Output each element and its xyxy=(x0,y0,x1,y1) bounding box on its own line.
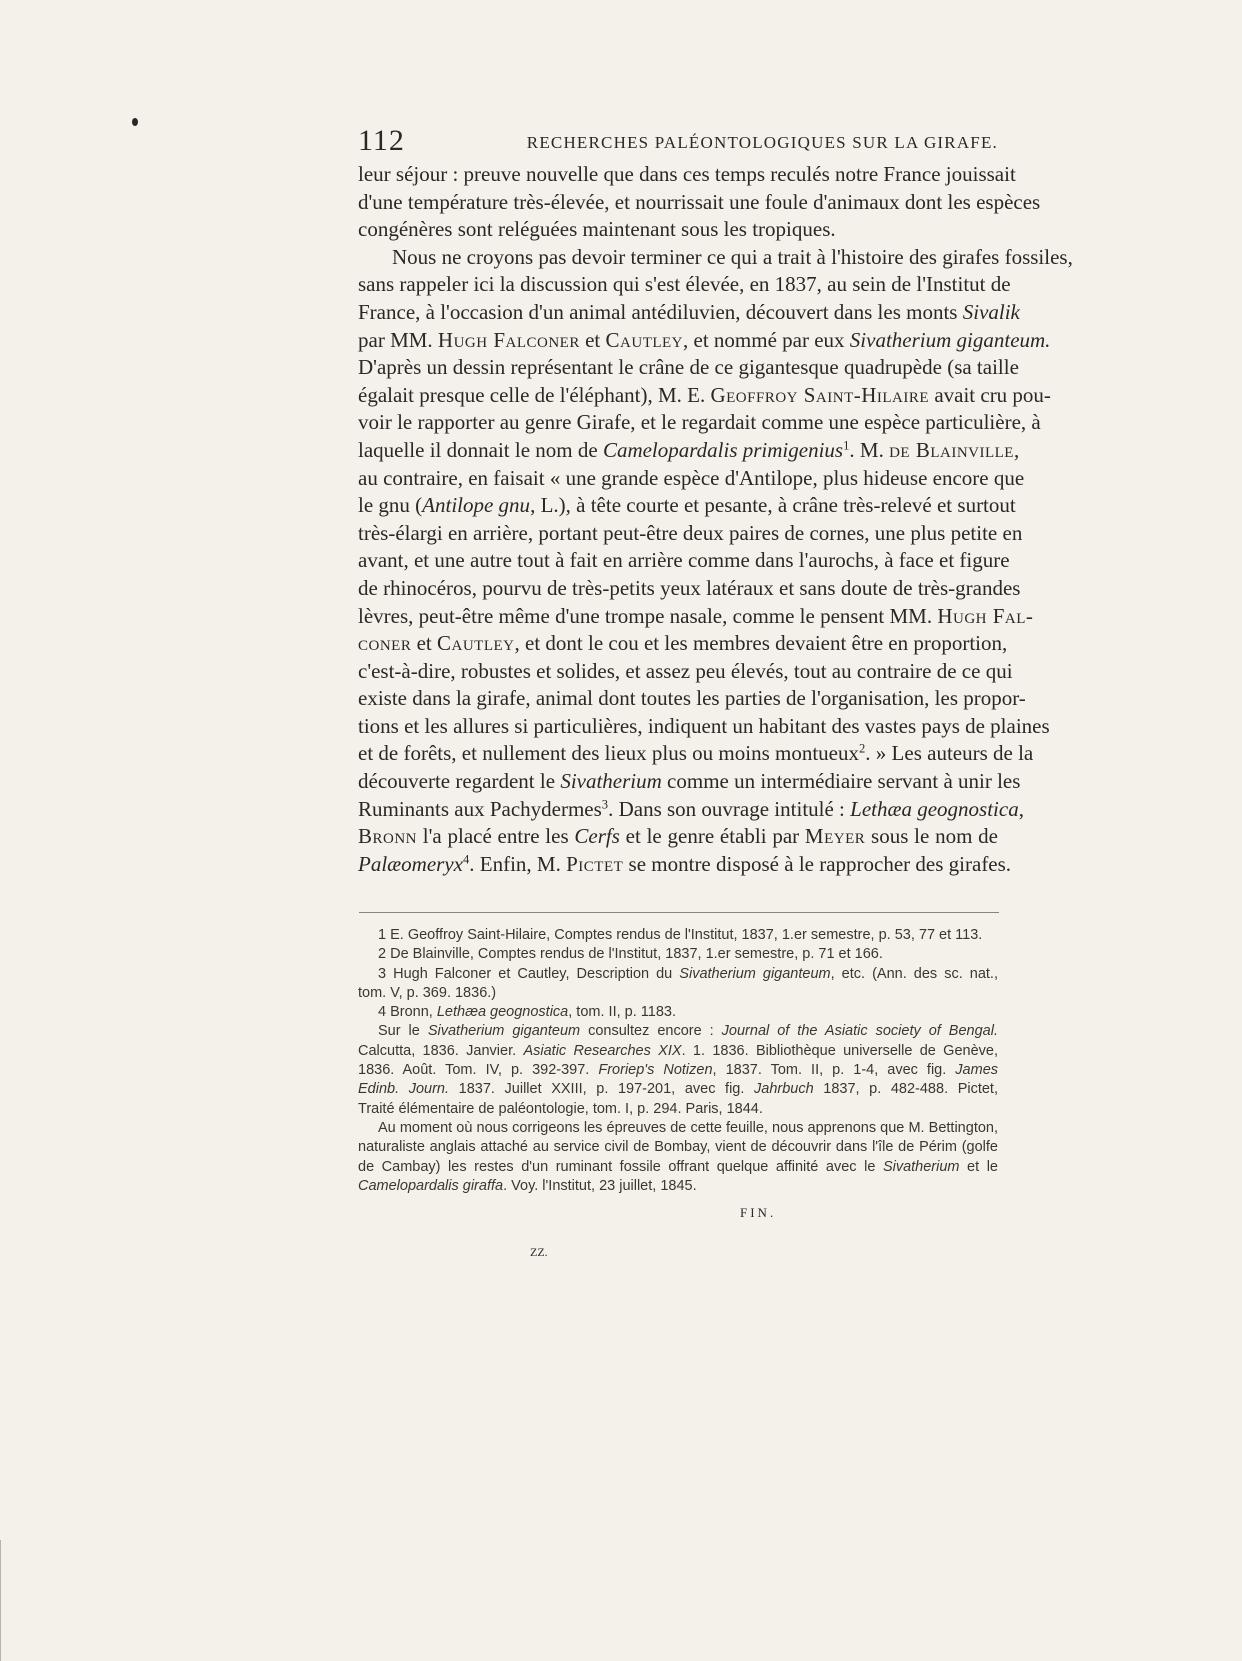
footnote: 1 E. Geoffroy Saint-Hilaire, Comptes rendus de l'Institut, 1837, 1.er semestre, p. 53, 77 et 113. xyxy=(378,927,983,943)
text-line: voir le rapporter au genre Girafe, et le regardait comme une espèce particulière, à xyxy=(358,410,1041,435)
italic-term: Antilope gnu xyxy=(422,493,531,518)
text-line: d'une température très-élevée, et nourrissait une foule d'animaux dont les espèces xyxy=(358,189,1041,214)
italic-term: Lethæa geognostica xyxy=(850,796,1019,821)
footnote: Sur le Sivatherium giganteum consultez encore : Journal of the Asiatic society of Bengal. xyxy=(378,1023,998,1040)
author-name: Cautley xyxy=(605,327,684,352)
footnote-divider xyxy=(359,912,999,913)
italic-term: Sivalik xyxy=(962,299,1020,324)
fin-mark: FIN. xyxy=(740,1205,777,1220)
text-line: France, à l'occasion d'un animal antédiluvien, découvert dans les monts Sivalik xyxy=(358,299,1020,324)
italic-term: Sivatherium giganteum. xyxy=(849,327,1051,352)
text-line: congénères sont reléguées maintenant sous les tropiques. xyxy=(358,217,836,242)
italic-term: Camelopardalis primigenius xyxy=(602,437,844,462)
text-line: de rhinocéros, pourvu de très-petits yeux latéraux et sans doute de très-grandes xyxy=(358,575,1021,600)
footnotes xyxy=(358,926,998,1196)
running-head: RECHERCHES PALÉONTOLOGIQUES SUR LA GIRAFE. xyxy=(526,133,998,152)
text-line: tions et les allures si particulières, indiquent un habitant des vastes pays de plaines xyxy=(358,713,1050,738)
page-edge xyxy=(0,1540,1,1661)
footnote-ref: 1 xyxy=(843,438,850,453)
footnote: 2 De Blainville, Comptes rendus de l'Institut, 1837, 1.er semestre, p. 71 et 166. xyxy=(378,946,883,963)
text-line: avant, et une autre tout à fait en arrière comme dans l'aurochs, à face et figure xyxy=(358,548,1010,573)
ink-dot xyxy=(132,118,138,126)
author-name: Meyer xyxy=(804,824,866,849)
italic-term: Palæomeryx xyxy=(358,851,463,876)
author-name: Bronn xyxy=(358,824,418,849)
italic-term: Cerfs xyxy=(574,824,620,849)
body-text xyxy=(358,161,1073,878)
footnote-continuation: Edinb. Journ. 1837. Juillet XXIII, p. 197-201, avec fig. Jahrbuch 1837, p. 482-488. Pictet, xyxy=(358,1081,998,1098)
text-line: laquelle il donnait le nom de Camelopardalis primigenius$^1$. M. de Blainville, xyxy=(358,437,1020,462)
text-line: c'est-à-dire, robustes et solides, et assez peu élevés, tout au contraire de ce qui xyxy=(358,658,1013,683)
footnote-continuation: Camelopardalis giraffa. Voy. l'Institut, 23 juillet, 1845. xyxy=(358,1177,697,1194)
text-line: Palæomeryx$^4$. Enfin, M. Pictet se montre disposé à le rapprocher des girafes. xyxy=(358,851,1012,876)
text-line: sans rappeler ici la discussion qui s'est élevée, en 1837, au sein de l'Institut de xyxy=(358,272,1011,297)
footnote: Au moment où nous corrigeons les épreuves de cette feuille, nous apprenons que M. Bettington, xyxy=(378,1119,998,1136)
page-header xyxy=(358,124,998,158)
page-number: 112 xyxy=(358,124,405,157)
author-name: Pictet xyxy=(566,851,624,876)
text-line: très-élargi en arrière, portant peut-être deux paires de cornes, une plus petite en xyxy=(358,520,1023,545)
text-line: existe dans la girafe, animal dont toutes les parties de l'organisation, les propor- xyxy=(358,686,1026,711)
text-line: Ruminants aux Pachydermes$^3$. Dans son ouvrage intitulé : Lethæa geognostica, xyxy=(358,796,1024,821)
footnote-continuation: 1836. Août. Tom. IV, p. 392-397. Froriep's Notizen, 1837. Tom. II, p. 1-4, avec fig. James xyxy=(358,1062,999,1079)
text-line: D'après un dessin représentant le crâne de ce gigantesque quadrupède (sa taille xyxy=(358,355,1019,380)
text-line: découverte regardent le Sivatherium comme un intermédiaire servant à unir les xyxy=(358,769,1021,794)
text-line: lèvres, peut-être même d'une trompe nasale, comme le pensent MM. Hugh Fal- xyxy=(358,603,1034,628)
footnote-continuation: tom. V, p. 369. 1836.) xyxy=(358,984,497,1001)
footnote-ref: 3 xyxy=(601,797,609,812)
footnote-continuation: Calcutta, 1836. Janvier. Asiatic Researches XIX. 1. 1836. Bibliothèque universelle de Genève, xyxy=(358,1042,998,1059)
text-line: Nous ne croyons pas devoir terminer ce qui a trait à l'histoire des girafes fossiles, xyxy=(392,244,1073,269)
text-line: au contraire, en faisait « une grande espèce d'Antilope, plus hideuse encore que xyxy=(358,465,1025,490)
italic-term: Sivatherium xyxy=(560,769,662,794)
author-name: de Blainville, xyxy=(889,437,1020,462)
author-name: Geoffroy Saint-Hilaire xyxy=(710,382,930,407)
footnote-continuation: Traité élémentaire de paléontologie, tom. I, p. 294. Paris, 1844. xyxy=(358,1100,763,1117)
text-line: égalait presque celle de l'éléphant), M. E. Geoffroy Saint-Hilaire avait cru pou- xyxy=(358,382,1051,407)
signature-mark: ZZ. xyxy=(530,1245,548,1259)
footnote-continuation: de Cambay) les restes d'un ruminant fossile offrant quelque affinité avec le Sivatherium et le xyxy=(358,1158,998,1175)
author-name: coner xyxy=(358,631,412,656)
text-line: coner et Cautley, et dont le cou et les membres devaient être en proportion, xyxy=(358,631,1008,656)
author-name: Cautley xyxy=(437,631,515,656)
footnote: 4 Bronn, Lethæa geognostica, tom. II, p. 1183. xyxy=(378,1004,676,1021)
text-line: leur séjour : preuve nouvelle que dans ces temps reculés notre France jouissait xyxy=(358,162,1016,186)
text-line: et de forêts, et nullement des lieux plus ou moins montueux$^2$. » Les auteurs de la xyxy=(358,741,1034,766)
text-line: Bronn l'a placé entre les Cerfs et le genre établi par Meyer sous le nom de xyxy=(358,824,998,849)
text-line: le gnu (Antilope gnu, L.), à tête courte et pesante, à crâne très-relevé et surtout xyxy=(358,493,1016,518)
author-name: Hugh Falconer xyxy=(437,327,580,352)
footnote-continuation: naturaliste anglais attaché au service civil de Bombay, vient de découvrir dans l'île de Périm (golfe xyxy=(358,1139,998,1156)
author-name: Hugh Fal- xyxy=(937,603,1034,628)
text-line: par MM. Hugh Falconer et Cautley, et nommé par eux Sivatherium giganteum. xyxy=(358,327,1051,352)
footnote: 3 Hugh Falconer et Cautley, Description du Sivatherium giganteum, etc. (Ann. des sc. nat., xyxy=(378,965,998,982)
footnote-ref: 2 xyxy=(859,741,866,756)
footnote-ref: 4 xyxy=(462,852,470,867)
